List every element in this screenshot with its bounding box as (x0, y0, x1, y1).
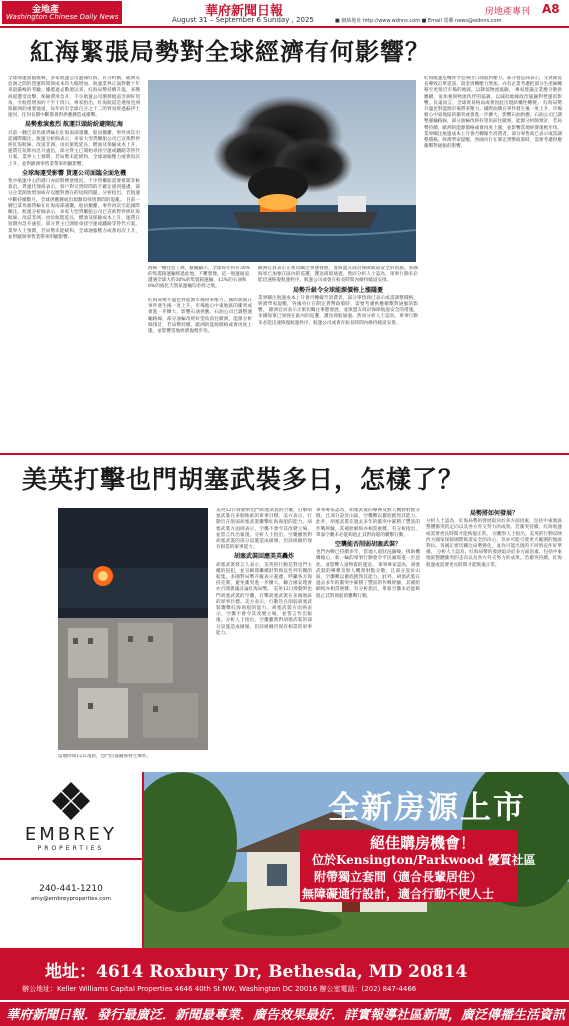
article2-col2-text: 軍事專家認為，胡塞武裝的導彈及無人機發射點分散，且部分設於山區，空襲難以徹底摧毀其能力。此外，胡塞武裝在過去多年的衝突中累積了豐富的作戰經驗，其補給網絡亦相當複雜。有分析指出，單靠空襲未必能夠阻止其對商船的襲擊行動。 (316, 508, 420, 538)
paper-name: 華府新聞日報 (205, 4, 284, 19)
article2-col3b-text: 有觀察人士指出，美英的行動反映西方國家保障國際航道安全的決心，但亦可能引發更大範圍的地區對抗。各國正密切關注局勢變化，並為可能出現的不同情況作好準備。 (426, 531, 562, 556)
page-number: A8 (542, 2, 560, 16)
article1-col1-text: 全球海運面臨挑戰，多家航運公司避開紅海，有分析稱，歐洲及亞洲之間的貨運時間與成本均大幅增加，航運業界正面對數十年來最嚴峻的考驗。據悉過去數週以來，紅海局勢持續升溫，多艘商船遭受攻擊，保險費用急升，不少航運公司選擇繞道非洲好望角，令航程增加約十至十四日。專家指出，紅海航道是連接亞洲與歐洲的重要通道，每年約有全球百分之十二的貿易經過蘇伊士運河，任何長期中斷都會對供應鏈造成衝擊。 (8, 76, 140, 119)
article1-col3-text: 歐洲官員表示正密切關注事態發展，並與盟友商討保障航道安全的措施。多國海軍已加強在區內的巡邏，護送商船通過。然而分析人士認為，軍事行動未必能迅速恢復航運秩序，航運公司或會在較長時間內維持繞道安排。 (258, 266, 418, 284)
ad-brand-panel (0, 772, 144, 948)
article2-column-1: 美英12日發動對也門胡塞武裝的空襲，打擊胡塞武裝在多個地區的軍事目標。美方表示，行動旨在削弱胡塞武裝襲擊紅海商船的能力。胡塞武裝方面則表示，空襲不會令其改變立場，並誓言作出報復。分析人士指出，空襲雖然對胡塞武裝的部分設施造成破壞，但該組織仍保有相當的軍事能力。 胡塞武裝回應美英轟炸 胡塞武裝發言人表示，美英的行動是對也門主權的侵犯，並宣稱將繼續針對與以色列有關的船隻。多國對局勢升級表示憂慮，呼籲各方保持克制，避免衝突進一步擴大。聯合國安理會亦召開會議討論紅海局勢。 美英12日發動對也門胡塞武裝的空襲，打擊胡塞武裝在多個地區的軍事目標。美方表示，行動旨在削弱胡塞武裝襲擊紅海商船的能力。胡塞武裝方面則表示，空襲不會令其改變立場，並誓言作出報復。分析人士指出，空襲雖然對胡塞武裝的部分設施造成破壞，但該組織仍保有相當的軍事能力。 (216, 508, 312, 636)
issue-date: August 31 – September 6 Sunday , 2025 (172, 16, 314, 24)
ad-email[interactable]: amy@embreyproperties.com (30, 896, 112, 902)
footer-slogan: 華府新聞日報．發行最廣泛．新聞最專業．廣告效果最好．詳實報導社區新聞，廣泛傳播生活資訊 (6, 1008, 566, 1023)
article1-subhead-3: 局勢升級令全球能源價格上漲隱憂 (292, 286, 383, 294)
sanaa-night-photo (58, 508, 208, 750)
newspaper-logo (2, 1, 122, 24)
article1-subhead-2: 全球海運受影響 貨運公司面臨全面危機 (21, 169, 127, 177)
article2-subhead-1: 胡塞武裝回應美英轟炸 (233, 553, 294, 561)
article1-col4b-text: 專家建議企業應分散供應鏈，並加強與物流伙伴的協調，以減低地緣政治風險對營運的影響。長遠而言，全球貿易格局或會因此出現結構性轉變。 (424, 88, 562, 106)
brand-name: EMBREY (24, 824, 118, 845)
article2-col1-text: 美英12日發動對也門胡塞武裝的空襲，打擊胡塞武裝在多個地區的軍事目標。美方表示，行動旨在削弱胡塞武裝襲擊紅海商船的能力。胡塞武裝方面則表示，空襲不會令其改變立場，並誓言作出報復。分析人士指出，空襲雖然對胡塞武裝的部分設施造成破壞，但該組織仍保有相當的軍事能力。 (216, 508, 312, 551)
article2-col3-text: 分析人士認為，紅海局勢的發展取決於多方面因素，包括中東地區整體衝突的走向以及各方外交努力的成果。若衝突持續，紅海航運或需要更長時間才能恢復正常。 (426, 519, 562, 537)
article1-headline: 紅海緊張局勢對全球經濟有何影響？ (30, 37, 430, 66)
ad-line-1: 絕佳購房機會！ (370, 834, 476, 852)
ad-info-box (300, 830, 536, 902)
ad-line-4: 無障礙通行設計，適合行動不便人士 (302, 887, 495, 901)
article2-subhead-3: 局勢將如何發展？ (469, 510, 518, 517)
burning-ship-photo (148, 80, 416, 262)
article2-headline: 美英打擊也門胡塞武裝多日，怎樣了？ (22, 465, 465, 494)
article1-col1b-text: 目前一艘巴拿馬旗貨輪在紅海南部遇襲，船員撤離，事件再次引起國際關注。航運分析師表示，多家大型貨櫃船公司已宣佈暫停經紅海航線，改道非洲。由於航程延長，燃油及保險成本上升，運費在短期內急升逾倍，部分貨主已開始尋找空運或鐵路等替代方案。業界人士預期，若局勢未能緩和，全球通脹壓力或會再次上升，並對歐洲零售業帶來明顯影響。 (8, 130, 140, 167)
section-divider (0, 453, 569, 455)
ad-headline: 全新房源上市 (328, 790, 526, 826)
article1-column-2 (148, 298, 252, 448)
logo-en: Washington Chinese Daily News (6, 13, 119, 21)
brand-sub: PROPERTIES (37, 845, 105, 852)
article1-column-4: 紅海航運危機亦令亞洲出口商面對壓力。部分製造商表示，交貨期延長導致訂單延誤，資金周轉壓力增加。亦有企業考慮把部分生產線轉移至更接近市場的地區，以降低物流風險。 專家建議企業應分散供應鏈，並加強與物流伙伴的協調，以減低地緣政治風險對營運的影響。長遠而言，全球貿易格局或會因此出現結構性轉變。 紅海局勢升溫也對能源市場帶來壓力。國際油價在事件發生後一度上升，市場擔心中東地區的衝突或會進一步擴大，影響石油供應。石油公司已調整運輸路線，部分油輪改經好望角前往歐洲。能源分析師預計，若局勢持續，歐洲的能源價格或會再度上漲，並影響當地經濟復甦步伐。 業界關注航運成本上升會否轉嫁至消費者，部分零售商已表示或需調整價格。經濟學家提醒，各國央行在制定貨幣政策時，需要考慮供應衝擊對通脹的影響。 (424, 76, 562, 150)
article2-col2b-text: 也門內戰已持續多年，當地人道狀況嚴峻。援助機構擔心，新一輪的軍事行動會令平民處境進一步惡化，並影響人道物資的運送。 (316, 550, 420, 568)
web-contact: ■ 網絡地址 http://www.wdnns.com ■ Email 電郵 news@wdnns.com (335, 18, 502, 24)
article1-col3b-text: 業界關注航運成本上升會否轉嫁至消費者，部分零售商已表示或需調整價格。經濟學家提醒，各國央行在制定貨幣政策時，需要考慮供應衝擊對通脹的影響。 (258, 295, 418, 314)
burning-ship-image (148, 80, 416, 262)
article2-subhead-2: 空襲能否削弱胡塞武裝？ (334, 541, 401, 549)
article1-col2-text: 紅海局勢升溫也對能源市場帶來壓力。國際油價在事件發生後一度上升，市場擔心中東地區的衝突或會進一步擴大，影響石油供應。石油公司已調整運輸路線，部分油輪改經好望角前往歐洲。能源分析師預計，若局勢持續，歐洲的能源價格或會再度上漲，並影響當地經濟復甦步伐。 (148, 298, 252, 335)
section-name: 房地產專刊 (485, 7, 531, 17)
sanaa-image (58, 508, 208, 750)
article1-caption: 海峽一艘往亞丁灣，數據顯示，全球每年約有30%的集裝箱運輸經過此地，不難想像，這一航運通道遭遇全球大約30%的集裝箱運輸，12%的石油和8%的液化天然氣運輸均必經之地。 (148, 266, 251, 289)
article1-col4-text: 紅海航運危機亦令亞洲出口商面對壓力。部分製造商表示，交貨期延長導致訂單延誤，資金周轉壓力增加。亦有企業考慮把部分生產線轉移至更接近市場的地區，以降低物流風險。 (424, 76, 562, 94)
article2-caption: 當地時間12日凌晨，也門首都薩那發生爆炸。 (58, 754, 152, 759)
ad-phone[interactable]: 240-441-1210 (39, 884, 103, 894)
article1-column-3: 歐洲官員表示正密切關注事態發展，並與盟友商討保障航道安全的措施。多國海軍已加強在區內的巡邏，護送商船通過。然而分析人士認為，軍事行動未必能迅速恢復航運秩序，航運公司或會在較長時間內維持繞道安排。 局勢升級令全球能源價格上漲隱憂 業界關注航運成本上升會否轉嫁至消費者，部分零售商已表示或需調整價格。經濟學家提醒，各國央行在制定貨幣政策時，需要考慮供應衝擊對通脹的影響。 歐洲官員表示正密切關注事態發展，並與盟友商討保障航道安全的措施。多國海軍已加強在區內的巡邏，護送商船通過。然而分析人士認為，軍事行動未必能迅速恢復航運秩序，航運公司或會在較長時間內維持繞道安排。 (258, 266, 418, 326)
article1-col1c-text: 集中航運中心的港口亦面對擠塞情況，不少貨櫃船需要排隊等候靠泊。貨運代理商表示，客戶對交貨時間的不確定感到憂慮，部分企業開始增加庫存以應對潛在的短缺問題。分析指出，若航運中斷持續數月，全球供應鏈或出現類似疫情期間的混亂。 (8, 179, 140, 203)
article1-subhead-1: 局勢愈演愈烈 航運巨頭紛紛避開紅海 (24, 121, 124, 129)
article2-column-2: 軍事專家認為，胡塞武裝的導彈及無人機發射點分散，且部分設於山區，空襲難以徹底摧毀其能力。此外，胡塞武裝在過去多年的衝突中累積了豐富的作戰經驗，其補給網絡亦相當複雜。有分析指出，單靠空襲未必能夠阻止其對商船的襲擊行動。 空襲能否削弱胡塞武裝？ 也門內戰已持續多年，當地人道狀況嚴峻。援助機構擔心，新一輪的軍事行動會令平民處境進一步惡化，並影響人道物資的運送。 軍事專家認為，胡塞武裝的導彈及無人機發射點分散，且部分設於山區，空襲難以徹底摧毀其能力。此外，胡塞武裝在過去多年的衝突中累積了豐富的作戰經驗，其補給網絡亦相當複雜。有分析指出，單靠空襲未必能夠阻止其對商船的襲擊行動。 (316, 508, 420, 599)
ad-office-info: 辦公地址：Keller Williams Capital Properties 4646 40th St NW, Washington DC 20016 辦公室電話：(202) 847-4466 (22, 985, 417, 993)
article2-column-3: 局勢將如何發展？ 分析人士認為，紅海局勢的發展取決於多方面因素，包括中東地區整體衝突的走向以及各方外交努力的成果。若衝突持續，紅海航運或需要更長時間才能恢復正常。 有觀察人士指出，美英的行動反映西方國家保障國際航道安全的決心，但亦可能引發更大範圍的地區對抗。各國正密切關注局勢變化，並為可能出現的不同情況作好準備。 分析人士認為，紅海局勢的發展取決於多方面因素，包括中東地區整體衝突的走向以及各方外交努力的成果。若衝突持續，紅海航運或需要更長時間才能恢復正常。 (426, 510, 562, 568)
article2-col1b-text: 胡塞武裝發言人表示，美英的行動是對也門主權的侵犯，並宣稱將繼續針對與以色列有關的船隻。多國對局勢升級表示憂慮，呼籲各方保持克制，避免衝突進一步擴大。聯合國安理會亦召開會議討論紅海局勢。 (216, 562, 312, 593)
ad-address: 地址：4614 Roxbury Dr, Bethesda, MD 20814 (45, 962, 468, 982)
article1-column-1: 全球海運面臨挑戰，多家航運公司避開紅海，有分析稱，歐洲及亞洲之間的貨運時間與成本均大幅增加，航運業界正面對數十年來最嚴峻的考驗。據悉過去數週以來，紅海局勢持續升溫，多艘商船遭受攻擊，保險費用急升，不少航運公司選擇繞道非洲好望角，令航程增加約十至十四日。專家指出，紅海航道是連接亞洲與歐洲的重要通道，每年約有全球百分之十二的貿易經過蘇伊士運河，任何長期中斷都會對供應鏈造成衝擊。 局勢愈演愈烈 航運巨頭紛紛避開紅海 目前一艘巴拿馬旗貨輪在紅海南部遇襲，船員撤離，事件再次引起國際關注。航運分析師表示，多家大型貨櫃船公司已宣佈暫停經紅海航線，改道非洲。由於航程延長，燃油及保險成本上升，運費在短期內急升逾倍，部分貨主已開始尋找空運或鐵路等替代方案。業界人士預期，若局勢未能緩和，全球通脹壓力或會再次上升，並對歐洲零售業帶來明顯影響。 全球海運受影響 貨運公司面臨全面危機 集中航運中心的港口亦面對擠塞情況，不少貨櫃船需要排隊等候靠泊。貨運代理商表示，客戶對交貨時間的不確定感到憂慮，部分企業開始增加庫存以應對潛在的短缺問題。分析指出，若航運中斷持續數月，全球供應鏈或出現類似疫情期間的混亂。 目前一艘巴拿馬旗貨輪在紅海南部遇襲，船員撤離，事件再次引起國際關注。航運分析師表示，多家大型貨櫃船公司已宣佈暫停經紅海航線，改道非洲。由於航程延長，燃油及保險成本上升，運費在短期內急升逾倍，部分貨主已開始尋找空運或鐵路等替代方案。業界人士預期，若局勢未能緩和，全球通脹壓力或會再次上升，並對歐洲零售業帶來明顯影響。 (8, 76, 140, 240)
ad-line-2: 位於Kensington/Parkwood 優質社區 (312, 853, 536, 867)
logo-cn: 金地產 (32, 5, 60, 15)
embrey-diamond-icon (50, 780, 92, 822)
brand-divider (0, 858, 142, 860)
ad-line-3: 附帶獨立套間（適合長輩居住） (314, 870, 483, 884)
